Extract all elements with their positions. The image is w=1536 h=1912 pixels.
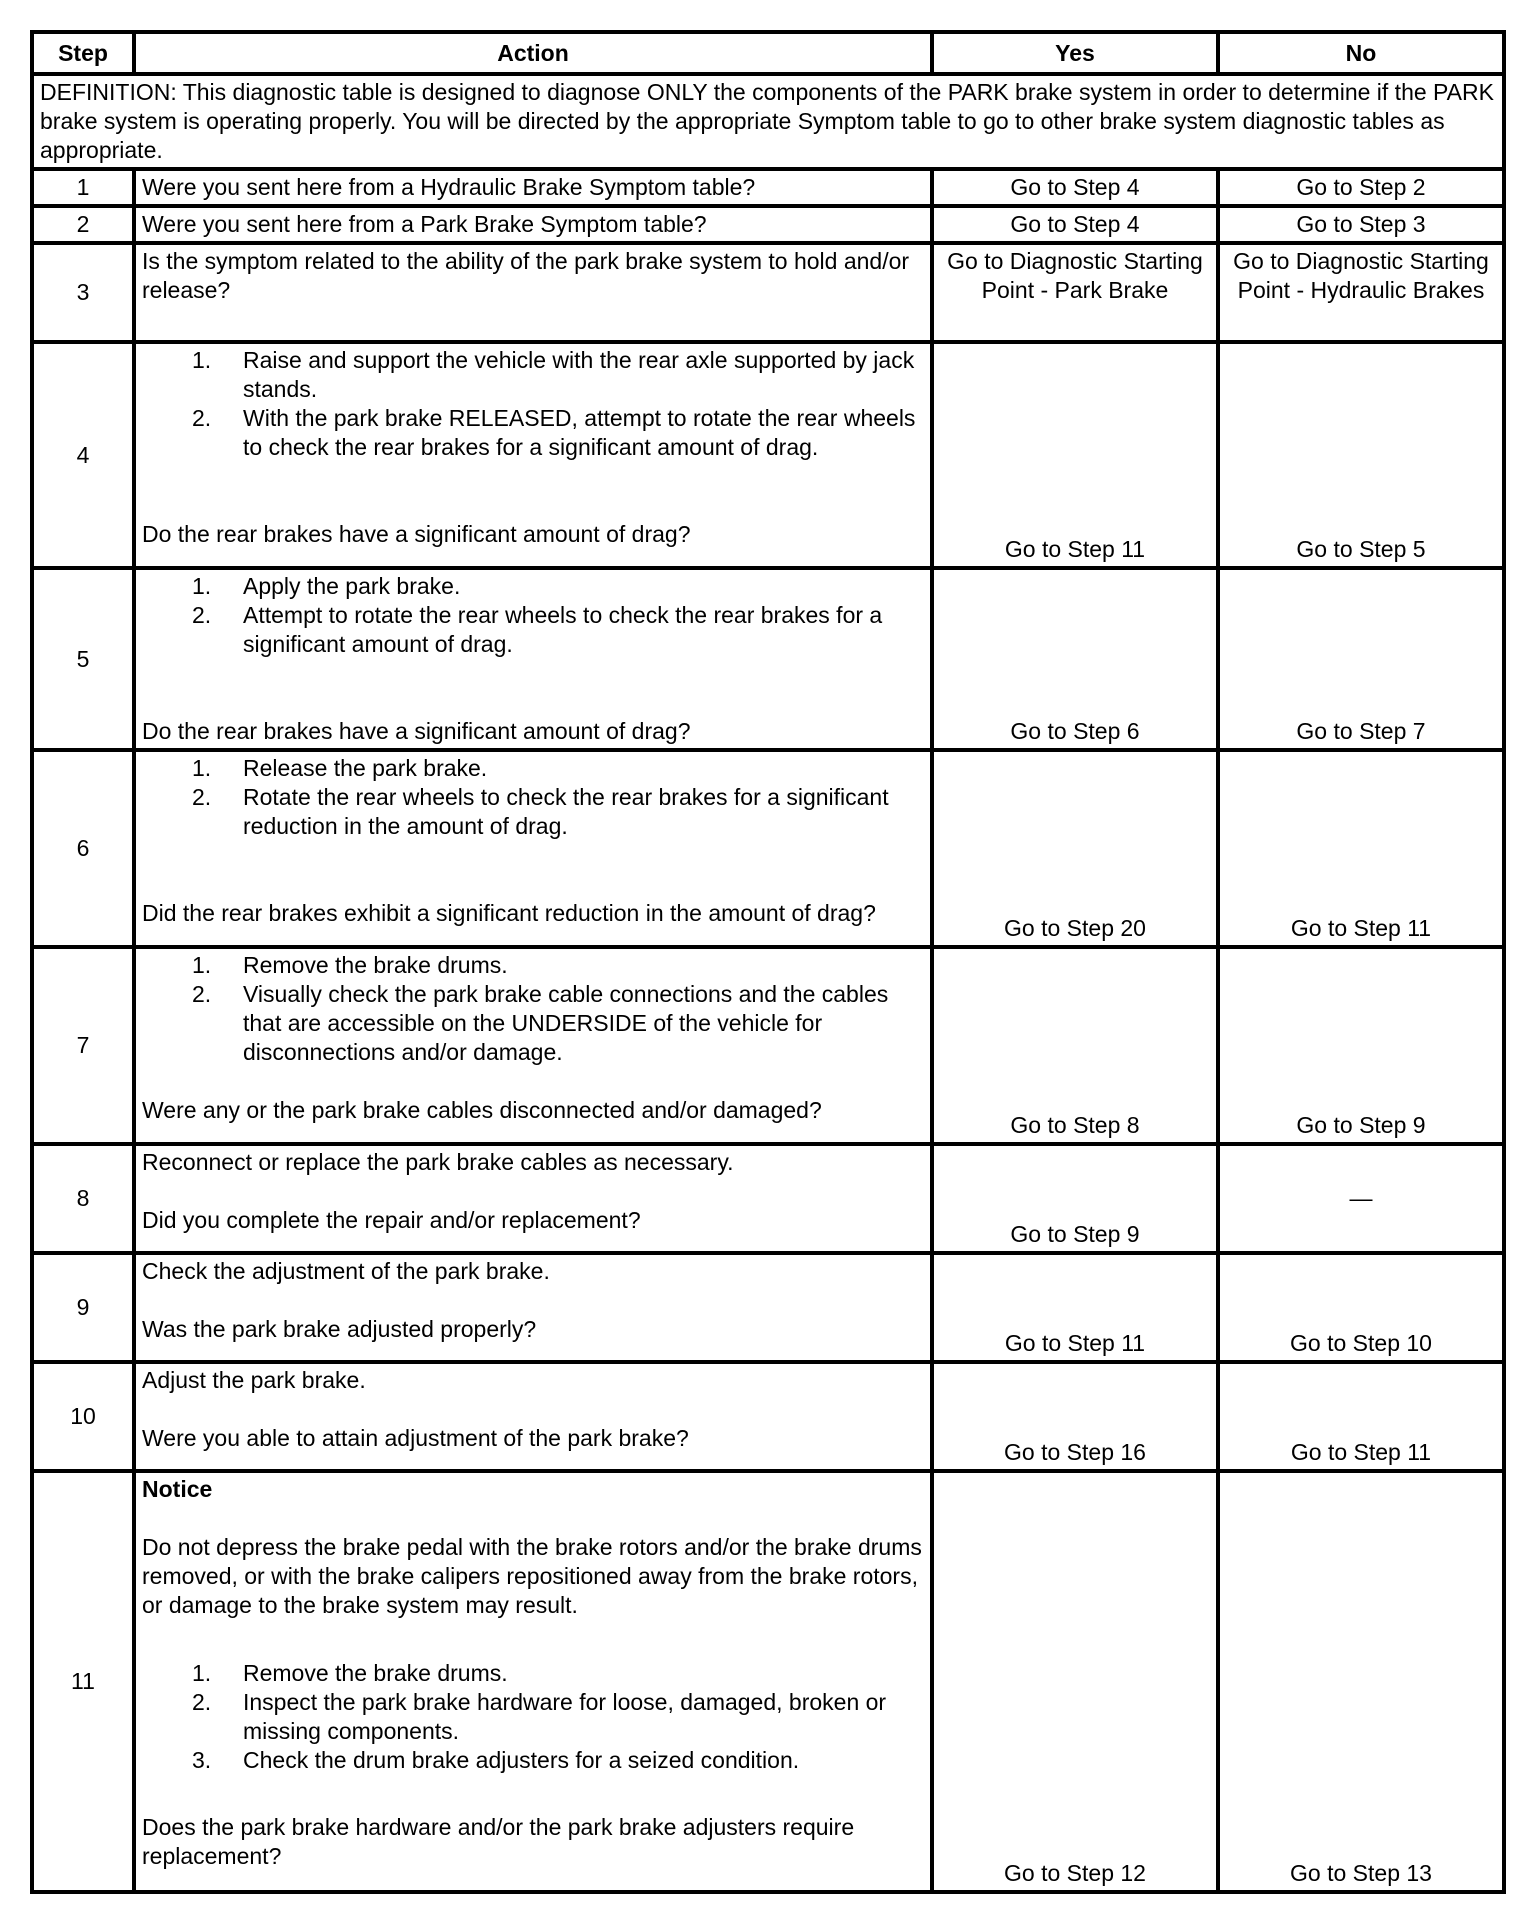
list-item: 2. Inspect the park brake hardware for loose, damaged, broken or missing components. bbox=[192, 1689, 887, 1744]
action-question: Did you complete the repair and/or replacement? bbox=[142, 1207, 641, 1233]
procedure-step-text: Rotate the rear wheels to check the rear brakes for a significant reduction in the amount of drag. bbox=[243, 784, 889, 839]
diagnostic-table bbox=[30, 30, 1506, 1894]
procedure-step-text: Raise and support the vehicle with the rear axle supported by jack stands. bbox=[243, 347, 915, 402]
action-question: Were you able to attain adjustment of the park brake? bbox=[142, 1425, 689, 1451]
table-row bbox=[32, 1253, 1504, 1362]
action-cell bbox=[134, 947, 932, 1144]
yes-result: Go to Diagnostic Starting Point - Park Brake bbox=[932, 243, 1218, 342]
step-number: 11 bbox=[32, 1471, 134, 1892]
table-row bbox=[32, 206, 1504, 243]
step-number: 4 bbox=[32, 342, 134, 568]
list-item: 1. Apply the park brake. bbox=[192, 573, 461, 599]
step-number: 6 bbox=[32, 750, 134, 947]
no-result: Go to Step 11 bbox=[1218, 750, 1504, 947]
procedure-list bbox=[142, 1659, 924, 1775]
action-cell bbox=[134, 342, 932, 568]
action-question: Were you sent here from a Park Brake Symptom table? bbox=[134, 206, 932, 243]
step-number: 3 bbox=[32, 243, 134, 342]
no-result: Go to Step 10 bbox=[1218, 1253, 1504, 1362]
action-cell bbox=[134, 568, 932, 750]
procedure-step-text: Check the drum brake adjusters for a seized condition. bbox=[243, 1747, 800, 1773]
no-result: Go to Step 3 bbox=[1218, 206, 1504, 243]
step-number: 9 bbox=[32, 1253, 134, 1362]
action-cell bbox=[134, 1362, 932, 1471]
step-number: 10 bbox=[32, 1362, 134, 1471]
no-result: Go to Diagnostic Starting Point - Hydraulic Brakes bbox=[1218, 243, 1504, 342]
list-item: 1. Remove the brake drums. bbox=[192, 952, 508, 978]
step-number: 5 bbox=[32, 568, 134, 750]
action-question: Do the rear brakes have a significant amount of drag? bbox=[142, 718, 691, 744]
list-item: 2. With the park brake RELEASED, attempt to rotate the rear wheels to check the rear brakes for a significant amount of drag. bbox=[192, 405, 916, 460]
list-item: 1. Raise and support the vehicle with the rear axle supported by jack stands. bbox=[192, 347, 915, 402]
procedure-step-text: Visually check the park brake cable connections and the cables that are accessible on the UNDERSIDE of the vehicle for disconnections and/or damage. bbox=[243, 981, 889, 1065]
table-row bbox=[32, 1144, 1504, 1253]
notice-text: Do not depress the brake pedal with the brake rotors and/or the brake drums removed, or with the brake calipers repositioned away from the brake rotors, or damage to the brake system may result. bbox=[142, 1534, 922, 1618]
header-row bbox=[32, 32, 1504, 74]
procedure-list bbox=[142, 754, 924, 841]
table-row bbox=[32, 947, 1504, 1144]
action-instruction: Check the adjustment of the park brake. bbox=[142, 1258, 550, 1284]
step-number: 7 bbox=[32, 947, 134, 1144]
yes-result: Go to Step 4 bbox=[932, 169, 1218, 206]
step-number: 2 bbox=[32, 206, 134, 243]
action-question: Does the park brake hardware and/or the park brake adjusters require replacement? bbox=[142, 1814, 855, 1869]
no-result: Go to Step 2 bbox=[1218, 169, 1504, 206]
notice-title: Notice bbox=[142, 1476, 213, 1502]
header-yes: Yes bbox=[932, 32, 1218, 74]
step-number: 1 bbox=[32, 169, 134, 206]
procedure-step-text: Remove the brake drums. bbox=[243, 1660, 508, 1686]
action-cell bbox=[134, 750, 932, 947]
definition-row bbox=[32, 74, 1504, 169]
procedure-step-text: With the park brake RELEASED, attempt to rotate the rear wheels to check the rear brakes for a significant amount of drag. bbox=[243, 405, 916, 460]
yes-result: Go to Step 8 bbox=[932, 947, 1218, 1144]
list-item: 2. Attempt to rotate the rear wheels to check the rear brakes for a significant amount of drag. bbox=[192, 602, 883, 657]
list-item: 3. Check the drum brake adjusters for a seized condition. bbox=[192, 1747, 800, 1773]
procedure-list bbox=[142, 346, 924, 462]
table-row bbox=[32, 342, 1504, 568]
yes-result: Go to Step 20 bbox=[932, 750, 1218, 947]
header-no: No bbox=[1218, 32, 1504, 74]
definition-text: DEFINITION: This diagnostic table is designed to diagnose ONLY the components of the PARK brake system in order to determine if the PARK brake system is operating properly. You will be directed by the appropriate Symptom table to go to other brake system diagnostic tables as appropriate. bbox=[32, 74, 1504, 169]
yes-result: Go to Step 11 bbox=[932, 1253, 1218, 1362]
table-row bbox=[32, 243, 1504, 342]
step-number: 8 bbox=[32, 1144, 134, 1253]
table-row bbox=[32, 750, 1504, 947]
table-row bbox=[32, 1471, 1504, 1892]
action-question: Is the symptom related to the ability of the park brake system to hold and/or release? bbox=[134, 243, 932, 342]
no-result: Go to Step 7 bbox=[1218, 568, 1504, 750]
header-action: Action bbox=[134, 32, 932, 74]
action-cell bbox=[134, 1253, 932, 1362]
list-item: 2. Rotate the rear wheels to check the rear brakes for a significant reduction in the amount of drag. bbox=[192, 784, 889, 839]
table-row bbox=[32, 568, 1504, 750]
list-item: 1. Release the park brake. bbox=[192, 755, 488, 781]
procedure-step-text: Attempt to rotate the rear wheels to check the rear brakes for a significant amount of drag. bbox=[243, 602, 883, 657]
yes-result: Go to Step 16 bbox=[932, 1362, 1218, 1471]
no-result: Go to Step 9 bbox=[1218, 947, 1504, 1144]
yes-result: Go to Step 9 bbox=[932, 1144, 1218, 1253]
action-question: Were any or the park brake cables disconnected and/or damaged? bbox=[142, 1097, 822, 1123]
action-question: Do the rear brakes have a significant amount of drag? bbox=[142, 521, 691, 547]
no-result: Go to Step 11 bbox=[1218, 1362, 1504, 1471]
action-cell bbox=[134, 1471, 932, 1892]
yes-result: Go to Step 12 bbox=[932, 1471, 1218, 1892]
list-item: 2. Visually check the park brake cable connections and the cables that are accessible on the UNDERSIDE of the vehicle for disconnections and/or damage. bbox=[192, 981, 889, 1065]
action-instruction: Adjust the park brake. bbox=[142, 1367, 366, 1393]
procedure-step-text: Apply the park brake. bbox=[243, 573, 461, 599]
no-result: Go to Step 13 bbox=[1218, 1471, 1504, 1892]
yes-result: Go to Step 6 bbox=[932, 568, 1218, 750]
procedure-step-text: Remove the brake drums. bbox=[243, 952, 508, 978]
procedure-step-text: Release the park brake. bbox=[243, 755, 488, 781]
action-question: Did the rear brakes exhibit a significant reduction in the amount of drag? bbox=[142, 900, 876, 926]
yes-result: Go to Step 4 bbox=[932, 206, 1218, 243]
procedure-step-text: Inspect the park brake hardware for loose, damaged, broken or missing components. bbox=[243, 1689, 887, 1744]
action-question: Were you sent here from a Hydraulic Brake Symptom table? bbox=[134, 169, 932, 206]
list-item: 1. Remove the brake drums. bbox=[192, 1660, 508, 1686]
table-row bbox=[32, 169, 1504, 206]
procedure-list bbox=[142, 951, 924, 1067]
action-cell bbox=[134, 1144, 932, 1253]
action-instruction: Reconnect or replace the park brake cables as necessary. bbox=[142, 1149, 734, 1175]
no-result: Go to Step 5 bbox=[1218, 342, 1504, 568]
procedure-list bbox=[142, 572, 924, 659]
action-question: Was the park brake adjusted properly? bbox=[142, 1316, 537, 1342]
table-row bbox=[32, 1362, 1504, 1471]
yes-result: Go to Step 11 bbox=[932, 342, 1218, 568]
no-result: — bbox=[1218, 1144, 1504, 1253]
header-step: Step bbox=[32, 32, 134, 74]
